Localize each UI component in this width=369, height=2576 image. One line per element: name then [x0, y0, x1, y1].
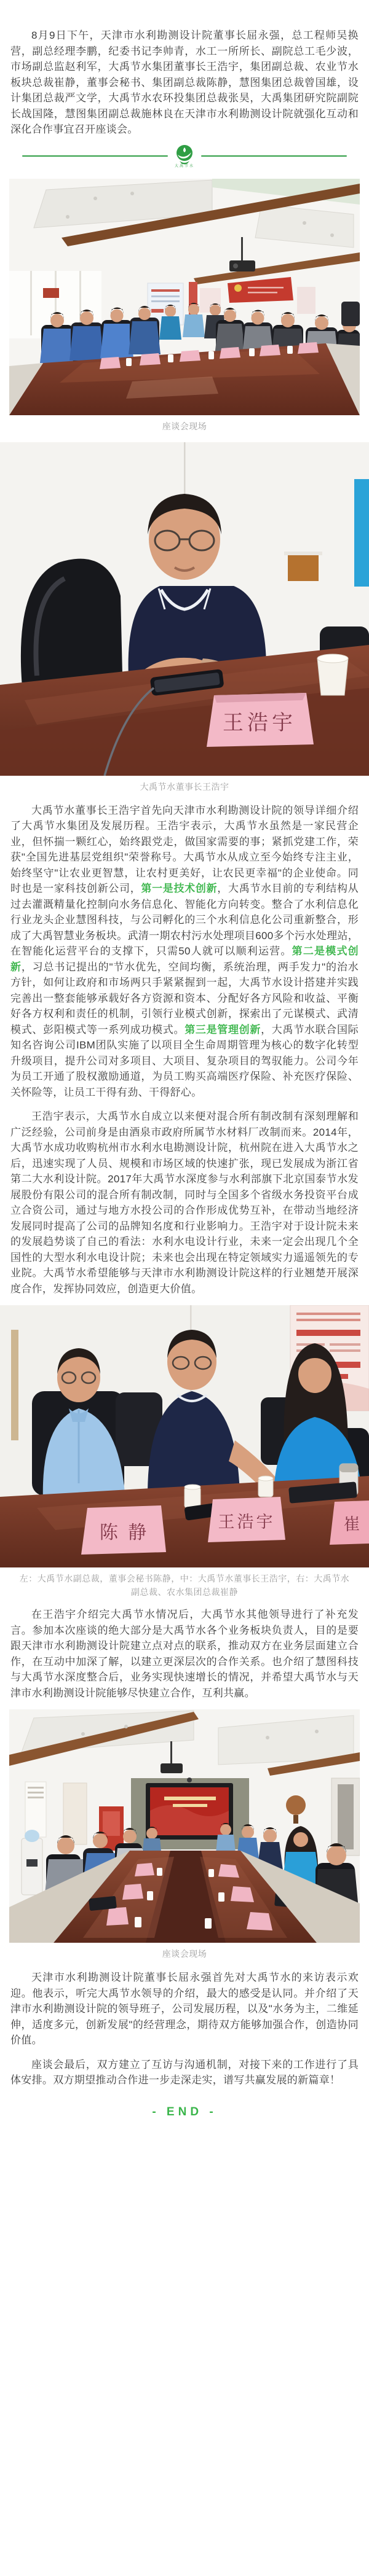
photo-meeting-room-overview-1[interactable] [9, 179, 360, 415]
paragraph-intro: 8月9日下午，天津市水利勘测设计院董事长屈永强，总工程师吴换营，副总经理李鹏，纪委书记李帅青，水工一所所长、副院总工毛少波，市场副总监赵利军，大禹节水集团董事长王浩宇，集团副总裁、农业节水板块总裁崔静，董事会秘书、集团副总裁陈静，慧图集团总裁曾国雄，设计集团总裁严文学，大禹节水农环投集团总裁张昊，大禹集团研究院副院长战国隆，慧图集团副总裁施林良在天津市水利勘测设计院就强化互动和深化合作事宜召开座谈会。 [10, 29, 359, 135]
photo-three-executives[interactable] [0, 1305, 369, 1567]
door-frame [11, 1330, 18, 1440]
end-marker: - END - [152, 2105, 217, 2118]
caption-photo3: 左：大禹节水副总裁，董事会秘书陈静，中：大禹节水董事长王浩宇，右：大禹节水副总裁、农水集团总裁崔静 [19, 1574, 350, 1597]
paragraph-host-response: 天津市水利勘测设计院董事长屈永强首先对大禹节水的来访表示欢迎。他表示，听完大禹节水领导的介绍，最大的感受是认同。并介绍了天津市水利勘测设计院的领导班子，公司发展历程，以及"水务为主，二维延伸，适度多元，创新发展"的经营理念，期待双方能够加强合作，创造协同价值。 [10, 1972, 359, 2046]
caption-photo1: 座谈会现场 [162, 421, 207, 431]
name-tent-wang-text: 王浩宇 [223, 711, 296, 735]
caption-photo2: 大禹节水董事长王浩宇 [140, 781, 229, 792]
meeting-room-illustration-2 [9, 1709, 360, 1943]
highlight-model-innovation: 第二是模式创新 [10, 945, 359, 973]
name-tent-cui-text: 崔 [343, 1515, 360, 1534]
name-tent-chen [81, 1505, 166, 1555]
name-tent-wang-2 [208, 1497, 285, 1542]
name-tent-cui-partial [330, 1501, 369, 1545]
highlight-tech-innovation: 第一是技术创新 [141, 883, 218, 894]
photo-chairman-wang-haoyu[interactable] [0, 442, 369, 776]
executives-illustration [0, 1305, 369, 1567]
paragraph-supplementary-remarks: 在王浩宇介绍完大禹节水情况后，大禹节水其他领导进行了补充发言。参加本次座谈的绝大部分是大禹节水各个业务板块负责人，目的是要跟天津市水利勘测设计院建立点对点的联系，推动双方在业务层面建立合作，在互动中加深了解，以建立更深层次的合作关系。也介绍了慧图科技与大禹节水深度整合后，业务实现快速增长的情况，并希望大禹节水与天津市水利勘测设计院能够尽快建立合作，互利共赢。 [10, 1609, 359, 1699]
person-in-blue-edge [354, 479, 369, 587]
wood-trim [288, 554, 319, 581]
paragraph-wang-intro: 大禹节水董事长王浩宇首先向天津市水利勘测设计院的领导详细介绍了大禹节水集团及发展历程。王浩宇表示，大禹节水虽然是一家民营企业，但怀揣一颗红心，始终跟党走，做国家需要的事；紧抓党建工作，荣获"全国先进基层党组织"荣誉称号。大禹节水从成立至今始终专注主业，始终坚守"让农业更智慧，让农村更美好，让农民更幸福"的企业使命。同时也是一家科技创新公司，第一是技术创新，大禹节水目前的专利结构从过去灌溉精量化控制向水务信息化、智能化方向转变。整合了水利信息化行业龙头企业慧图科技，与公司孵化的三个水利信息化公司重新整合，形成了大禹智慧业务板块。武清一期农村污水处理项目600多个污水处理站，在智能化运营平台的支撑下，只需50人就可以顺利运营。第二是模式创新，习总书记提出的"节水优先，空间均衡，系统治理，两手发力"的治水方针，如何让政府和市场两只手紧紧握到一起，大禹节水设计搭建并实践完善出一整套能够承载好各方资源和资本、分配好各方风险和收益、平衡好各方权利和责任的机制，引领行业模式创新，探索出了元谋模式、武清模式、彭阳模式等一系列成功模式。第三是管理创新，大禹节水联合国际知名咨询公司IBM团队实施了以项目全生命周期管理为核心的数字化转型升级项目，提升公司对多项目、大项目、复杂项目的驾驭能力。公司今年为员工开通了股权激励通道，为员工购买高端医疗保险、补充医疗保险、关怀险等，让员工干得有劲、干得舒心。 [10, 804, 359, 1098]
brand-logo [174, 144, 195, 169]
divider-line-left [22, 155, 168, 157]
water-dispenser [22, 1830, 42, 1895]
paragraph-conclusion: 座谈会最后，双方建立了互访与沟通机制，对接下来的工作进行了具体安排。双方期望推动合作进一步走深走实，谱写共赢发展的新篇章！ [10, 2058, 359, 2086]
name-tent-chen-text: 陈 静 [99, 1523, 149, 1543]
side-chair [341, 302, 360, 326]
name-tent-wang-2-text: 王浩宇 [218, 1513, 276, 1531]
globe-decor [286, 1795, 306, 1815]
water-drop-logo-icon [174, 144, 195, 165]
wall-plaque [43, 288, 59, 298]
section-divider [22, 144, 347, 169]
brand-logo-text: 大禹节水 [174, 164, 194, 168]
divider-line-right [201, 155, 347, 157]
chairman-portrait-illustration [0, 442, 369, 776]
name-tent-wang [207, 693, 314, 747]
paragraph-reform-history: 王浩宇表示，大禹节水自成立以来便对混合所有制改制有深刻理解和广泛经验，公司前身是由酒泉市政府所属节水材料厂改制而来。2014年，大禹节水成功收购杭州市水利水电勘测设计院，杭州院在进入大禹节水之后，迅速实现了人员、规模和市场区域的快速扩张，现已发展成为浙江省第二大水利设计院。2017年大禹节水深度参与水利部旗下北京国泰节水发展股份有限公司的混合所有制改制，同时与全国多个省级水务投资平台成立合资公司，通过与地方水投公司的合作形成优势互补，在带动当地经济发展同时提高了公司的品牌知名度和行业影响力。王浩宇对于设计院未来的发展趋势谈了自己的看法：水利水电设计行业，未来一定会出现几个全国性的大型水利水电设计院；未来也会出现在特定领域实力遥遥领先的专业院。大禹节水希望能够与天津市水利勘测设计院这样的行业翘楚开展深度合作，发挥协同效应，创造更大价值。 [10, 1110, 359, 1295]
door [63, 1783, 87, 1844]
caption-photo4: 座谈会现场 [162, 1949, 207, 1959]
highlight-management-innovation: 第三是管理创新 [184, 1023, 261, 1036]
meeting-room-illustration-1 [9, 179, 360, 415]
projector [161, 1763, 183, 1773]
paper-cup [317, 654, 348, 695]
photo-meeting-room-overview-2[interactable] [9, 1709, 360, 1943]
wall-poster-small [25, 1782, 46, 1837]
